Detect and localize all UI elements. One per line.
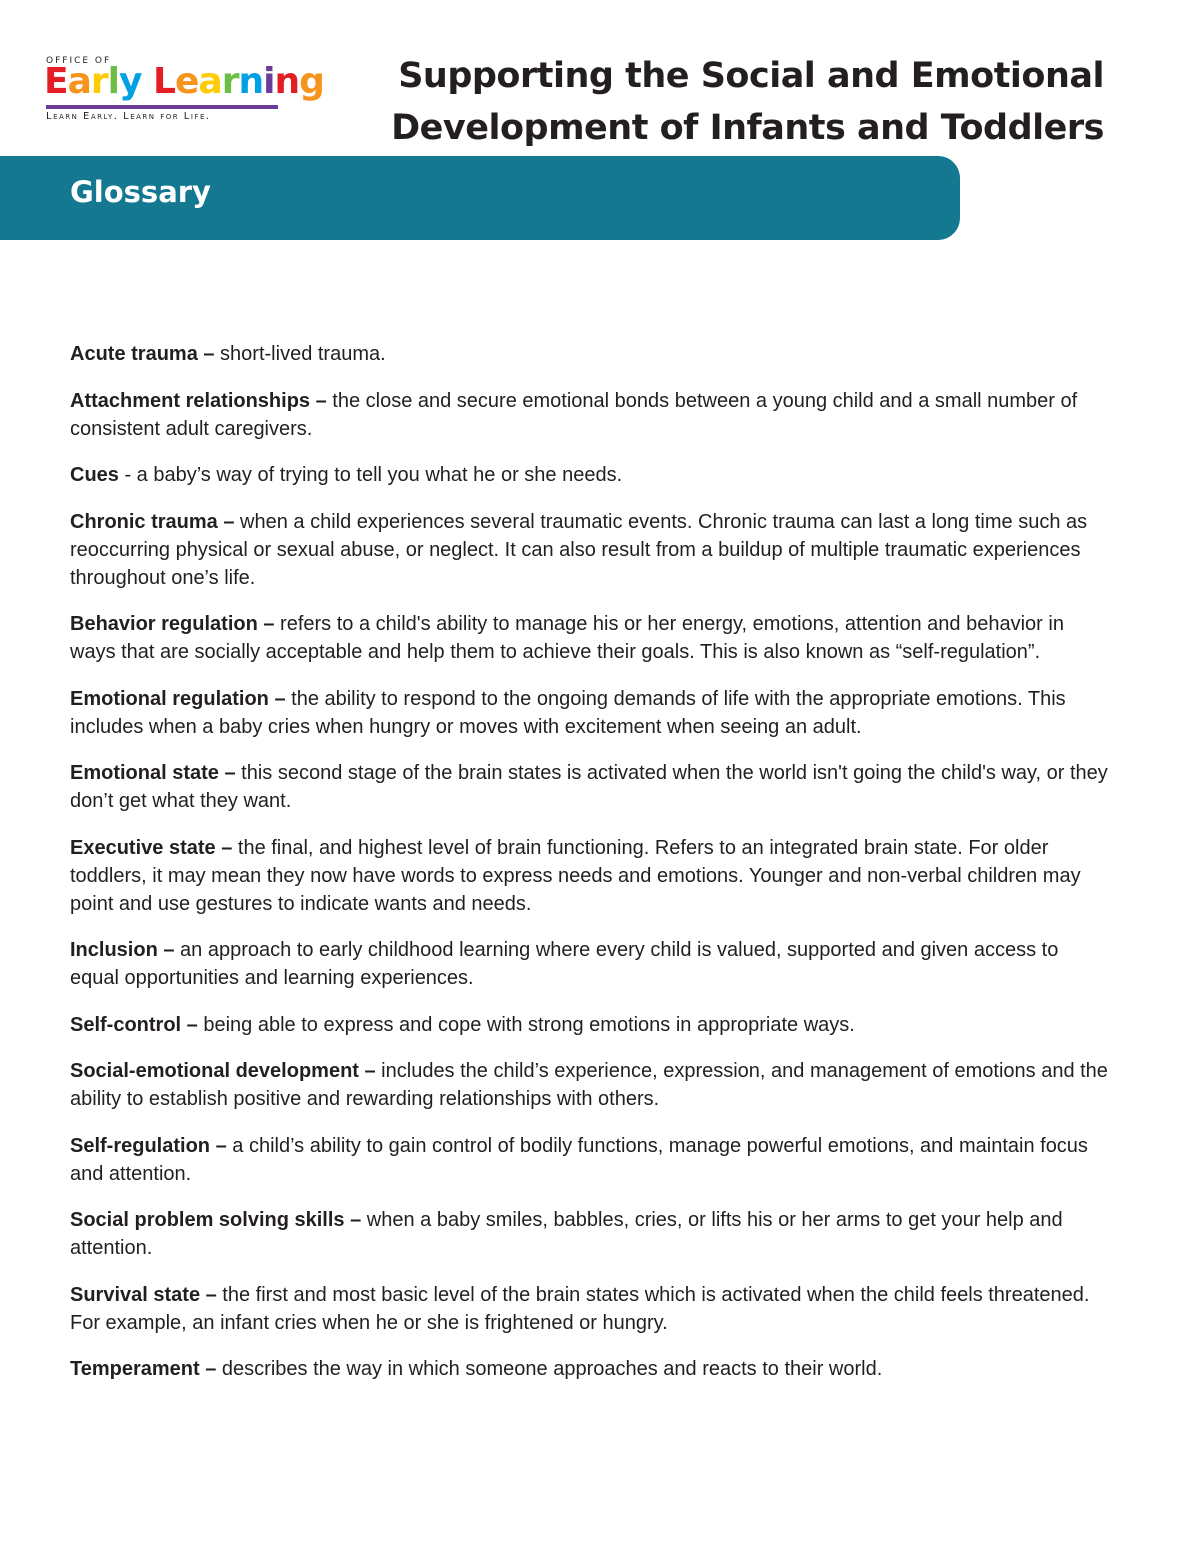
- glossary-entry: [70, 461, 1110, 489]
- glossary-definition: refers to a child's ability to manage his or her energy, emotions, attention and behavior in ways that are socially acceptable and help them to achieve their goals. This is also known as “self-regulation”.: [70, 613, 1064, 663]
- glossary-entry: [70, 340, 1110, 368]
- glossary-definition: the first and most basic level of the brain states which is activated when the child feels threatened. For example, an infant cries when he or she is frightened or hungry.: [70, 1283, 1090, 1334]
- glossary-entry: [70, 1132, 1110, 1188]
- glossary-definition: this second stage of the brain states is activated when the world isn't going the child's way, or they don’t get what they want.: [70, 762, 1108, 812]
- logo-tagline: Learn Early. Learn for Life.: [46, 111, 211, 122]
- logo-top-text: OFFICE OF: [46, 56, 112, 66]
- logo-letter: g: [299, 61, 324, 102]
- glossary-term: Emotional regulation –: [70, 687, 286, 710]
- glossary-definition: being able to express and cope with strong emotions in appropriate ways.: [197, 1013, 855, 1036]
- glossary-term: Chronic trauma –: [70, 510, 235, 533]
- glossary-entry: [70, 759, 1110, 815]
- glossary-list: [70, 340, 1110, 1402]
- office-of-early-learning-logo: [44, 56, 324, 126]
- glossary-entry: [70, 834, 1110, 918]
- glossary-definition: describes the way in which someone approaches and reacts to their world.: [216, 1358, 883, 1380]
- logo-letter: a: [67, 61, 91, 102]
- glossary-entry: [70, 685, 1110, 741]
- section-banner: [0, 156, 960, 240]
- glossary-entry: [70, 610, 1110, 666]
- glossary-term: Attachment relationships –: [70, 389, 327, 412]
- logo-letter: n: [274, 61, 300, 102]
- glossary-entry: [70, 936, 1110, 992]
- glossary-term: Acute trauma –: [70, 343, 215, 365]
- glossary-term: Executive state –: [70, 836, 233, 859]
- glossary-entry: [70, 508, 1110, 592]
- document-title-line-2: Development of Infants and Toddlers: [391, 108, 1104, 148]
- glossary-entry: [70, 387, 1110, 443]
- logo-letter: i: [263, 61, 275, 102]
- glossary-definition: the final, and highest level of brain functioning. Refers to an integrated brain state. For older toddlers, it may mean they now have words to express needs and emotions. Younger and non-verbal children may point and use gestures to indicate wants and needs.: [70, 836, 1081, 915]
- glossary-definition: - a baby’s way of trying to tell you what he or she needs.: [118, 464, 623, 486]
- logo-letter: y: [119, 61, 142, 102]
- glossary-definition: an approach to early childhood learning where every child is valued, supported and given access to equal opportunities and learning experiences.: [70, 939, 1059, 989]
- logo-letter: r: [90, 61, 108, 102]
- glossary-entry: [70, 1206, 1110, 1262]
- logo-letter: r: [221, 61, 239, 102]
- logo-letter: [141, 61, 153, 102]
- glossary-term: Self-regulation –: [70, 1134, 227, 1157]
- glossary-term: Cues: [70, 464, 119, 486]
- logo-underline-bar: [46, 105, 278, 109]
- glossary-term: Temperament –: [70, 1358, 217, 1380]
- glossary-entry: [70, 1011, 1110, 1039]
- logo-letter: n: [238, 61, 264, 102]
- glossary-term: Self-control –: [70, 1013, 198, 1036]
- logo-letter: L: [153, 61, 175, 102]
- glossary-definition: the close and secure emotional bonds between a young child and a small number of consistent adult caregivers.: [70, 389, 1078, 440]
- glossary-definition: includes the child’s experience, expression, and management of emotions and the ability to establish positive and rewarding relationships with others.: [70, 1060, 1108, 1110]
- glossary-term: Emotional state –: [70, 762, 236, 784]
- document-title-line-1: Supporting the Social and Emotional: [398, 56, 1104, 96]
- glossary-definition: the ability to respond to the ongoing demands of life with the appropriate emotions. This includes when a baby cries when hungry or moves with excitement when seeing an adult.: [70, 687, 1066, 738]
- logo-wordmark: [44, 62, 324, 102]
- glossary-definition: when a child experiences several traumatic events. Chronic trauma can last a long time such as reoccurring physical or sexual abuse, or neglect. It can also result from a buildup of multiple traumatic experiences throughout one’s life.: [70, 510, 1088, 589]
- glossary-entry: [70, 1281, 1110, 1337]
- glossary-entry: [70, 1057, 1110, 1113]
- glossary-definition: when a baby smiles, babbles, cries, or lifts his or her arms to get your help and attention.: [70, 1209, 1063, 1259]
- logo-letter: a: [198, 61, 222, 102]
- glossary-term: Inclusion –: [70, 939, 175, 961]
- glossary-definition: a child’s ability to gain control of bodily functions, manage powerful emotions, and maintain focus and attention.: [70, 1134, 1088, 1185]
- glossary-term: Social problem solving skills –: [70, 1209, 362, 1231]
- glossary-term: Behavior regulation –: [70, 613, 275, 635]
- document-title: [344, 50, 1104, 154]
- logo-letter: E: [44, 61, 68, 102]
- glossary-term: Survival state –: [70, 1283, 217, 1306]
- section-title: Glossary: [70, 175, 211, 209]
- glossary-term: Social-emotional development –: [70, 1060, 376, 1082]
- logo-letter: e: [174, 61, 199, 102]
- glossary-definition: short-lived trauma.: [214, 343, 386, 365]
- glossary-entry: [70, 1355, 1110, 1383]
- logo-letter: l: [107, 61, 119, 102]
